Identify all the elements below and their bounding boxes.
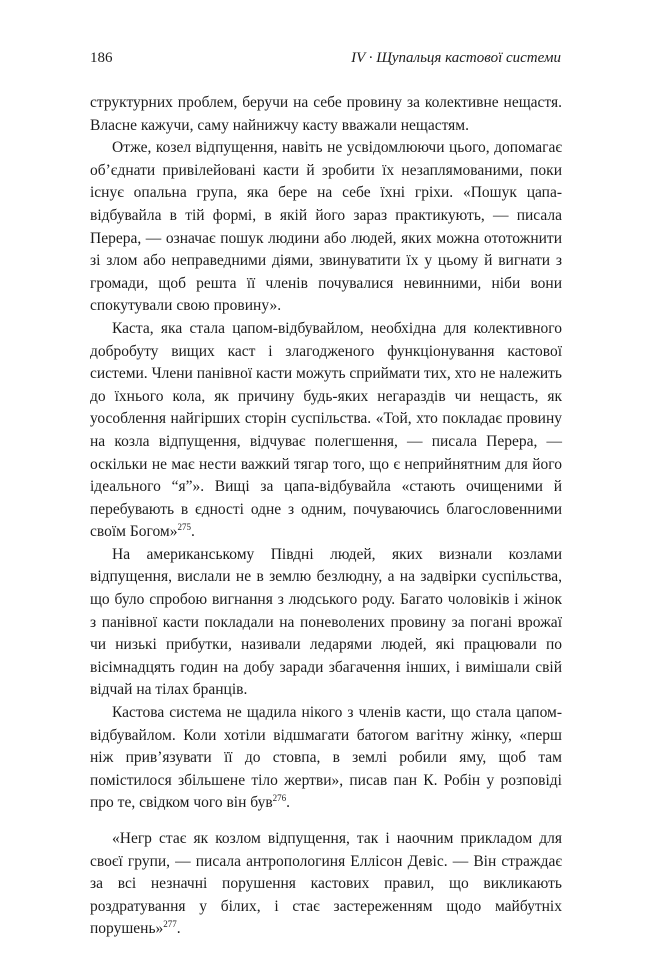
paragraph (90, 702, 562, 815)
footnote-ref-275: 275 (177, 522, 191, 533)
paragraph-text: Каста, яка стала цапом-відбувайлом, необхідна для колективного добробуту вищих каст і злагодженого функціонування кастової системи. Члени панівної касти можуть сприймати тих, хто не належить до їхнього кола, як причину будь-яких негараздів чи нещасть, як уособлення найгірших сторін суспільства. «Той, хто покладає провину на козла відпущення, відчуває полегшення, — писала Перера, — оскільки не має нести важкий тягар того, що є неприйнятним для його ідеального “я”». Вищі за цапа-відбувайла «стають очищеними й перебувають в єдності одне з одним, почуваючись благословенними своїм Богом» (90, 319, 562, 541)
paragraph-tail: . (176, 920, 181, 938)
paragraph-tail: . (190, 523, 195, 541)
paragraph-text: Кастова система не щадила нікого з членів касти, що стала цапом-відбувайлом. Коли хотіли відшмагати батогом вагітну жінку, «перш ніж прив’язувати її до стовпа, в землі робили яму, щоб там помістилося збільшене тіло жертви», писав пан К. Робін у розповіді про те, свідком чого він був (90, 704, 562, 812)
paragraph-text: Отже, козел відпущення, навіть не усвідомлюючи цього, допомагає об’єднати привілейовані касти й зробити їх незаплямованими, поки існує опальна група, яка бере на себе їхні гріхи. «Пошук цапа-відбувайла в тій формі, в якій його зараз практикують, — писала Перера, — означає пошук людини або людей, яких можна ототожнити зі злом або неправедними діями, звинуватити їх у цьому й вигнати з громади, щоб решта її членів почувалися невинними, ніби вони спокутували свою провину». (90, 139, 562, 315)
paragraph-tail: . (286, 794, 291, 812)
paragraph-text: структурних проблем, беручи на себе провину за колективне нещастя. Власне кажучи, саму найнижчу касту вважали нещастям. (90, 94, 562, 134)
footnote-ref-277: 277 (163, 919, 177, 930)
paragraph (90, 92, 562, 137)
paragraph-text: На американському Півдні людей, яких визнали козлами відпущення, вислали не в землю безлюдну, а на задвірки суспільства, що було спробою вигнання з людського роду. Багато чоловіків і жінок з панівної касти покладали на поневолених провину за погані врожаї чи низькі прибутки, називали ледарями людей, які працювали по вісімнадцять годин на добу заради збагачення інших, і вимішали свій відчай на тілах бранців. (90, 545, 562, 699)
paragraph-text: «Негр стає як козлом відпущення, так і наочним прикладом для своєї групи, — писала антропологиня Еллісон Девіс. — Він страждає за всі незначні порушення кастових правил, що викликають роздратування у білих, і стає застереженням щодо майбутніх порушень» (90, 830, 562, 938)
paragraph (90, 828, 562, 941)
paragraph (90, 318, 562, 544)
body-text (90, 92, 562, 941)
paragraph (90, 137, 562, 318)
paragraph (90, 544, 562, 702)
running-head: IV · Щупальця кастової системи (351, 50, 561, 66)
page-number: 186 (90, 50, 113, 66)
footnote-ref-276: 276 (272, 793, 287, 804)
